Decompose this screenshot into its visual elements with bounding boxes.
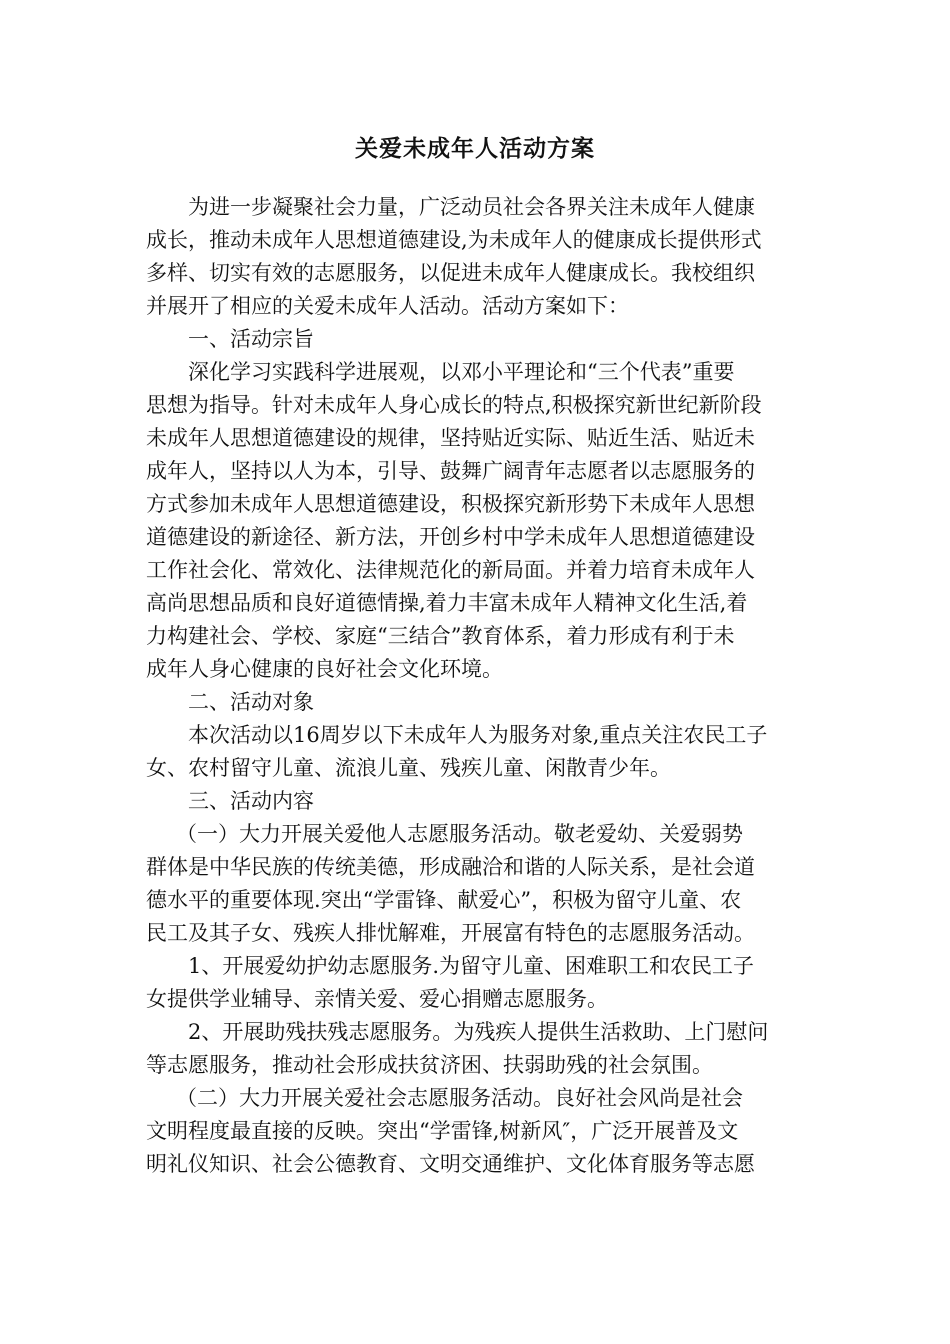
section-heading: 三、活动内容 — [188, 789, 314, 813]
paragraph-line: 为进一步凝聚社会力量，广泛动员社会各界关注未成年人健康 — [188, 195, 755, 219]
paragraph-line: （二）大力开展关爱社会志愿服务活动。良好社会风尚是社会 — [176, 1086, 743, 1110]
paragraph-line: 民工及其子女、残疾人排忧解难，开展富有特色的志愿服务活动。 — [146, 921, 755, 945]
paragraph-line: 等志愿服务，推动社会形成扶贫济困、扶弱助残的社会氛围。 — [146, 1053, 713, 1077]
paragraph-line: 思想为指导。针对未成年人身心成长的特点,积极探究新世纪新阶段 — [146, 393, 762, 417]
paragraph-line: 多样、切实有效的志愿服务，以促进未成年人健康成长。我校组织 — [146, 261, 755, 285]
paragraph-line: 未成年人思想道德建设的规律，坚持贴近实际、贴近生活、贴近未 — [146, 426, 755, 450]
paragraph-line: 方式参加未成年人思想道德建设，积极探究新形势下未成年人思想 — [146, 492, 755, 516]
document-title: 关爱未成年人活动方案 — [355, 136, 595, 162]
section-heading: 一、活动宗旨 — [188, 327, 314, 351]
section-heading: 二、活动对象 — [188, 690, 314, 714]
paragraph-line: 深化学习实践科学进展观，以邓小平理论和“三个代表”重要 — [188, 360, 735, 384]
paragraph-line: 文明程度最直接的反映。突出“学雷锋,树新风″，广泛开展普及文 — [146, 1119, 739, 1143]
paragraph-line: 并展开了相应的关爱未成年人活动。活动方案如下： — [146, 294, 629, 318]
paragraph-line: 道德建设的新途径、新方法，开创乡村中学未成年人思想道德建设 — [146, 525, 755, 549]
paragraph-line: 群体是中华民族的传统美德，形成融洽和谐的人际关系，是社会道 — [146, 855, 755, 879]
paragraph-line: 本次活动以16周岁以下未成年人为服务对象,重点关注农民工子 — [188, 723, 768, 747]
paragraph-line: 2、开展助残扶残志愿服务。为残疾人提供生活救助、上门慰问 — [188, 1020, 769, 1044]
paragraph-line: 女提供学业辅导、亲情关爱、爱心捐赠志愿服务。 — [146, 987, 608, 1011]
paragraph-line: 成年人身心健康的良好社会文化环境。 — [146, 657, 503, 681]
paragraph-line: 1、开展爱幼护幼志愿服务.为留守儿童、困难职工和农民工子 — [188, 954, 755, 978]
paragraph-line: 力构建社会、学校、家庭“三结合”教育体系，着力形成有利于未 — [146, 624, 735, 648]
paragraph-line: 工作社会化、常效化、法律规范化的新局面。并着力培育未成年人 — [146, 558, 755, 582]
paragraph-line: 成年人，坚持以人为本，引导、鼓舞广阔青年志愿者以志愿服务的 — [146, 459, 755, 483]
paragraph-line: 成长，推动未成年人思想道德建设,为未成年人的健康成长提供形式 — [146, 228, 762, 252]
paragraph-line: 高尚思想品质和良好道德情操,着力丰富未成年人精神文化生活,着 — [146, 591, 748, 615]
paragraph-line: （一）大力开展关爱他人志愿服务活动。敬老爱幼、关爱弱势 — [176, 822, 743, 846]
paragraph-line: 女、农村留守儿童、流浪儿童、残疾儿童、闲散青少年。 — [146, 756, 671, 780]
paragraph-line: 明礼仪知识、社会公德教育、文明交通维护、文化体育服务等志愿 — [146, 1152, 755, 1176]
paragraph-line: 德水平的重要体现.突出“学雷锋、献爱心”，积极为留守儿童、农 — [146, 888, 742, 912]
document-body — [146, 191, 808, 1181]
